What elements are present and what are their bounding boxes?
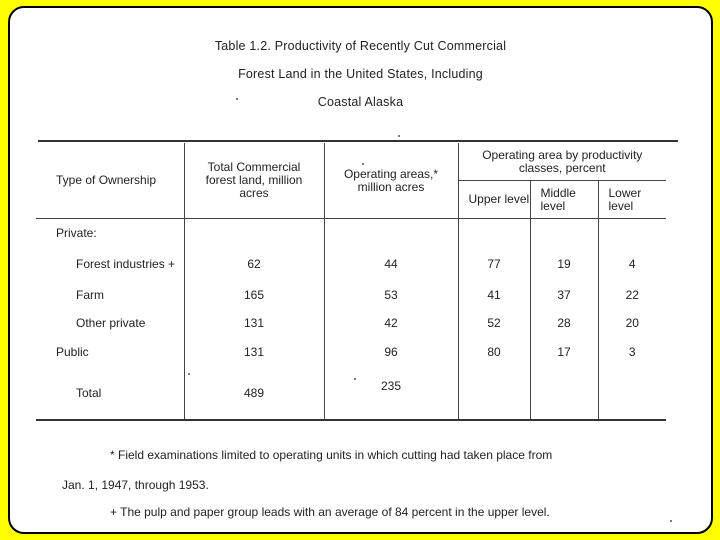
cell-operating: 53 xyxy=(324,281,458,309)
cell-middle xyxy=(530,367,598,420)
cell-middle: 28 xyxy=(530,309,598,337)
scan-speck xyxy=(398,135,400,137)
header-total-commercial: Total Commercial forest land, million acres xyxy=(184,143,324,219)
cell-operating: 42 xyxy=(324,309,458,337)
cell-lower: 20 xyxy=(625,316,639,330)
cell-upper: 77 xyxy=(458,247,530,281)
scan-speck xyxy=(670,520,672,522)
table-title-line-2: Forest Land in the United States, Including xyxy=(238,67,483,81)
cell-total: 131 xyxy=(184,337,324,367)
cell-upper xyxy=(458,367,530,420)
productivity-table xyxy=(36,143,666,421)
cell-lower: 4 xyxy=(628,257,636,271)
cell-total: 165 xyxy=(184,281,324,309)
header-type-of-ownership: Type of Ownership xyxy=(36,143,184,219)
table-row xyxy=(36,247,666,281)
table-title-line-3: Coastal Alaska xyxy=(317,95,404,109)
section-row-private xyxy=(36,219,666,248)
cell-upper: 52 xyxy=(458,309,530,337)
row-label: Farm xyxy=(36,281,184,309)
table-row-total xyxy=(36,367,666,420)
row-label: Forest industries + xyxy=(36,247,184,281)
slide-frame xyxy=(8,6,713,534)
header-operating-areas: Operating areas,* million acres xyxy=(324,143,458,219)
cell-total: 62 xyxy=(184,247,324,281)
table-row xyxy=(36,337,666,367)
scan-speck xyxy=(188,373,190,375)
scan-speck xyxy=(362,163,364,165)
cell-lower: 3 xyxy=(628,345,636,359)
header-lower-level: Lower level xyxy=(598,181,666,219)
cell-upper: 80 xyxy=(458,337,530,367)
cell-total: 489 xyxy=(184,367,324,420)
header-productivity-classes: Operating area by productivity classes, percent xyxy=(458,143,666,181)
table-row xyxy=(36,281,666,309)
section-label-private: Private: xyxy=(36,219,184,248)
cell-operating: 235 xyxy=(324,367,458,420)
cell-operating: 96 xyxy=(324,337,458,367)
cell-total: 131 xyxy=(184,309,324,337)
cell-operating: 44 xyxy=(324,247,458,281)
header-middle-level: Middle level xyxy=(530,181,598,219)
cell-middle: 37 xyxy=(530,281,598,309)
footnote-star-line-1: * Field examinations limited to operating units in which cutting had taken place from xyxy=(110,448,553,462)
cell-upper: 41 xyxy=(458,281,530,309)
header-row-1 xyxy=(36,143,666,181)
row-label: Other private xyxy=(36,309,184,337)
table-title-line-1: Table 1.2. Productivity of Recently Cut Commercial xyxy=(214,39,507,53)
table-top-rule xyxy=(38,140,678,142)
row-label: Public xyxy=(36,337,184,367)
header-upper-level: Upper level xyxy=(458,181,530,219)
table-row xyxy=(36,309,666,337)
footnote-plus: + The pulp and paper group leads with an average of 84 percent in the upper level. xyxy=(110,505,550,519)
scan-speck xyxy=(354,378,356,380)
row-label: Total xyxy=(36,367,184,420)
footnote-star-line-2: Jan. 1, 1947, through 1953. xyxy=(62,478,209,492)
cell-lower: 22 xyxy=(625,288,639,302)
cell-lower xyxy=(598,367,666,420)
scan-speck xyxy=(236,98,238,100)
cell-middle: 17 xyxy=(530,337,598,367)
cell-middle: 19 xyxy=(530,247,598,281)
